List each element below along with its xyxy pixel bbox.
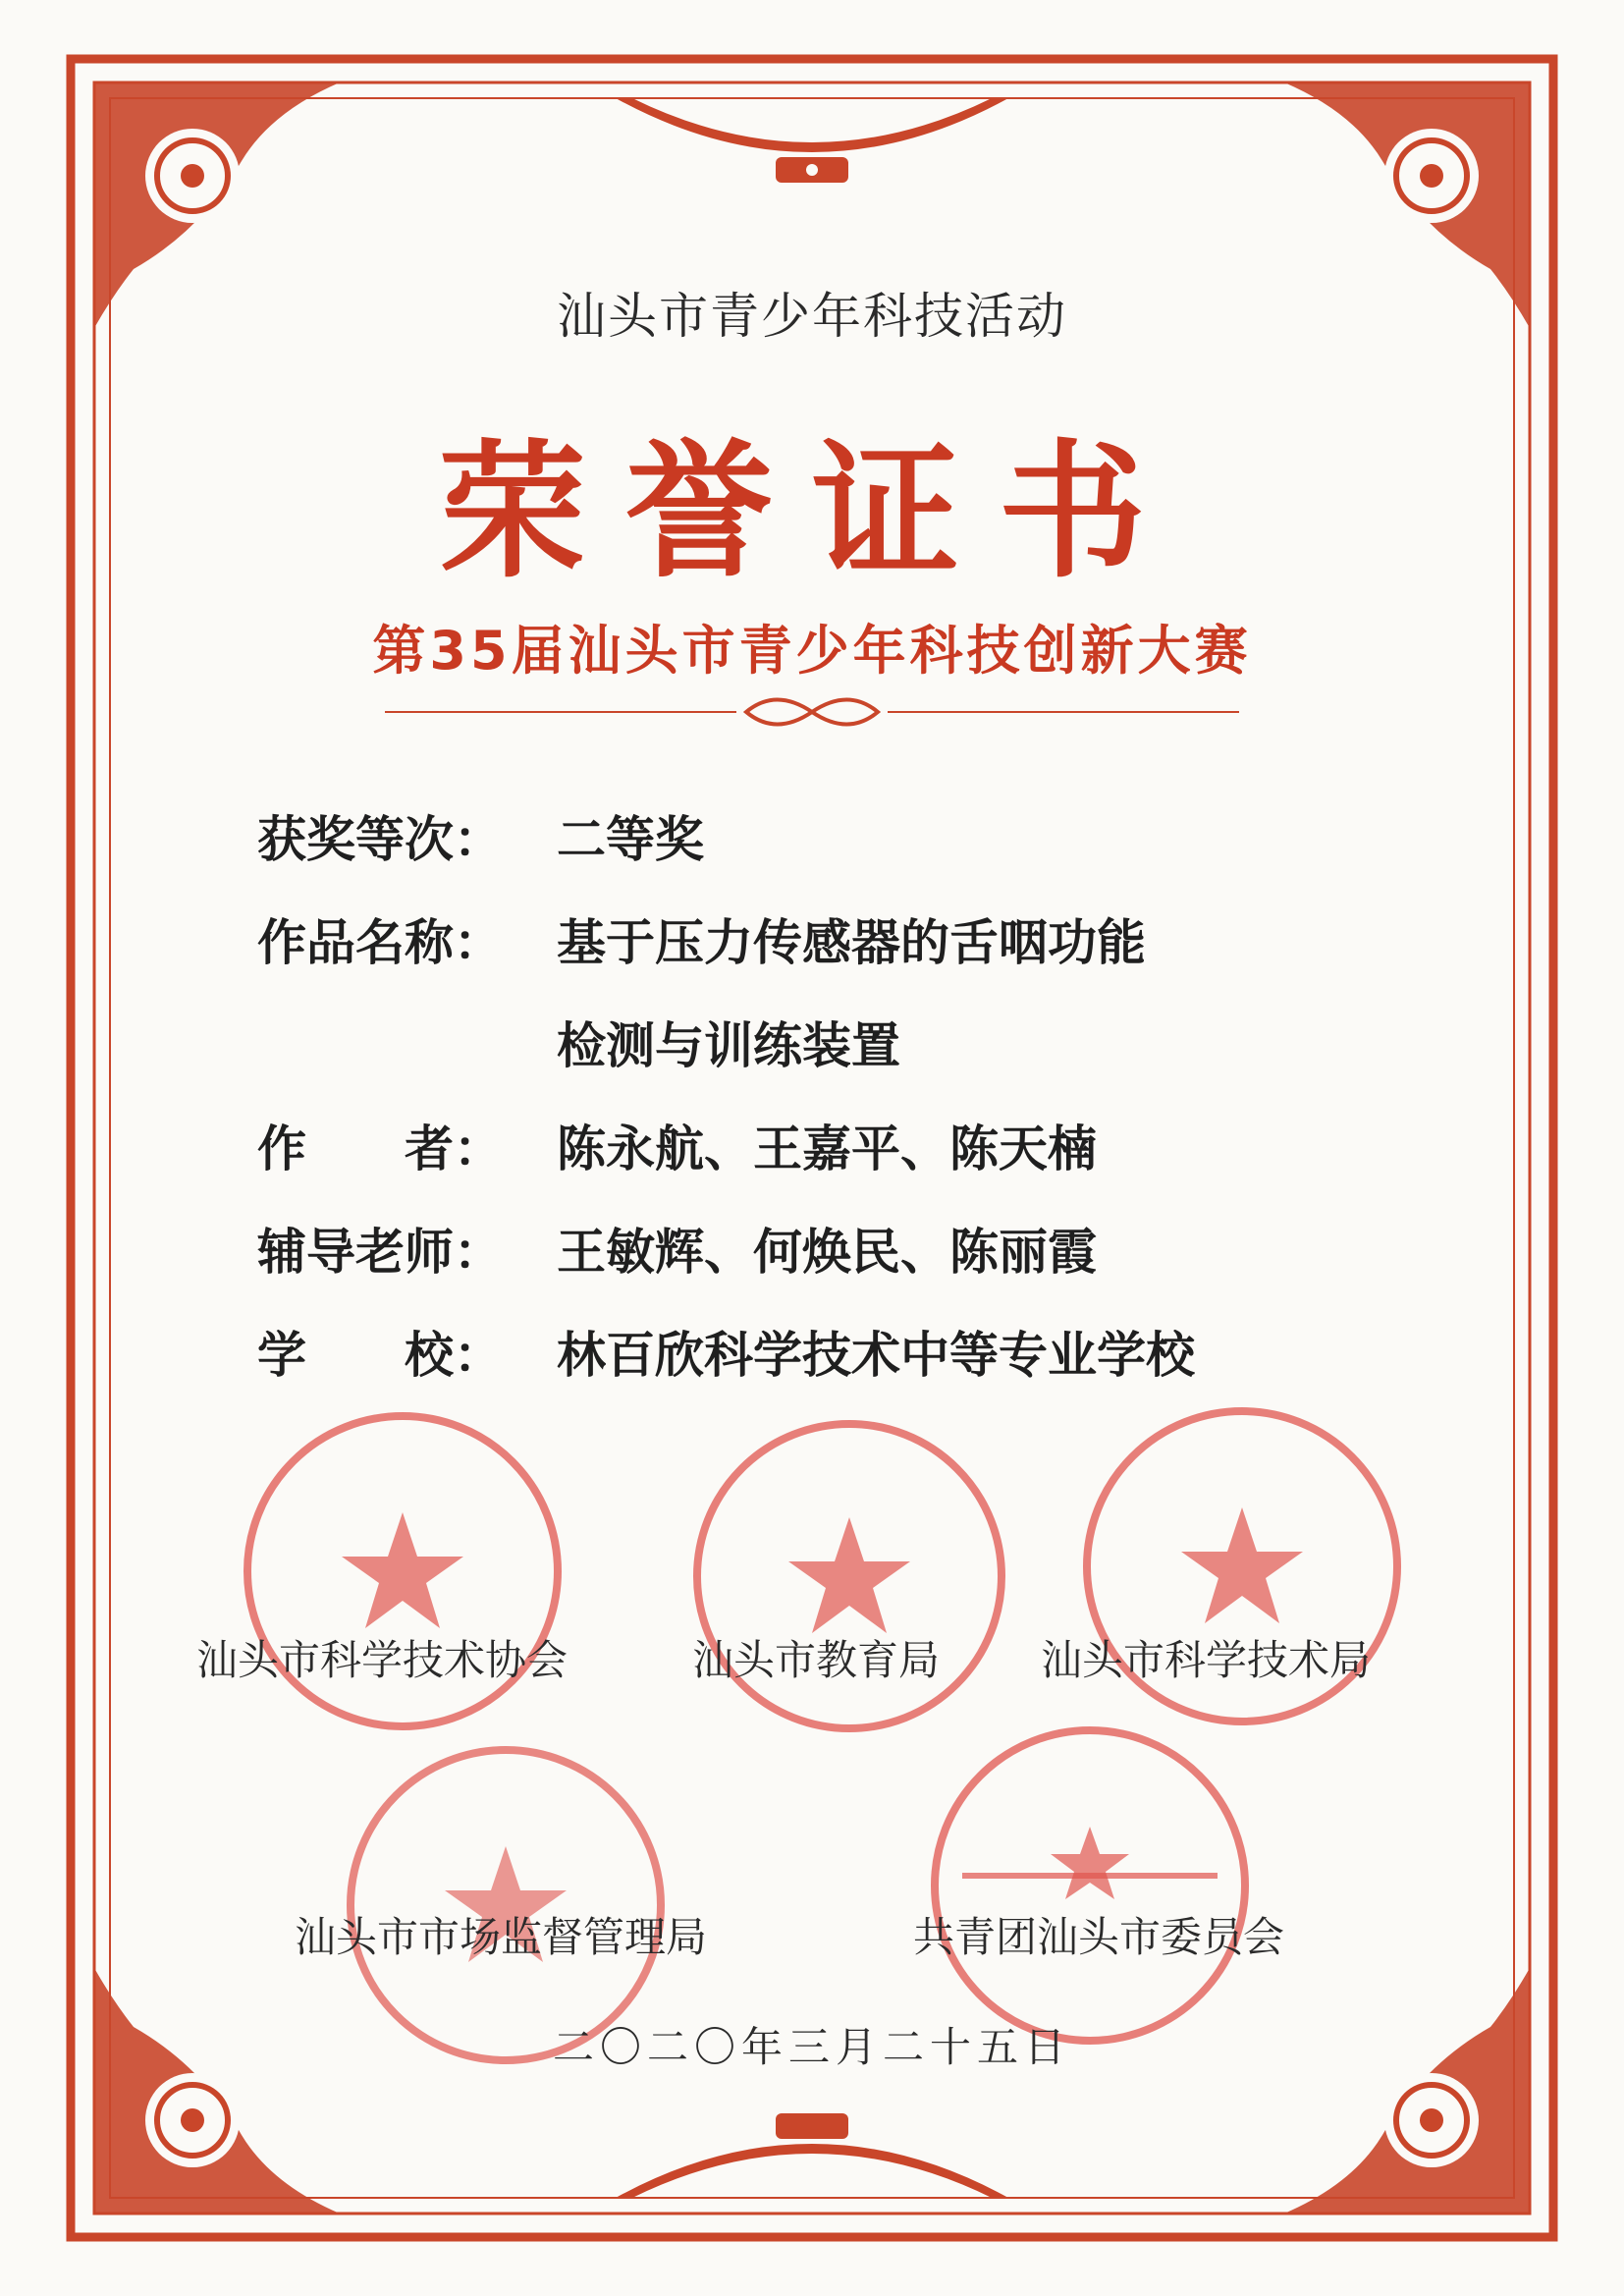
divider-ornament-icon (385, 700, 1239, 725)
issuer-market-supervision: 汕头市市场监督管理局 (295, 1913, 708, 1961)
work-row-continued (257, 1011, 1386, 1080)
school-label: 学 校： (257, 1327, 503, 1384)
teacher-row (257, 1218, 1386, 1286)
certificate-title: 荣誉证书 (438, 425, 1185, 598)
issuer-science-bureau: 汕头市科学技术局 (1041, 1636, 1372, 1684)
teacher-value: 王敏辉、何焕民、陈丽霞 (557, 1224, 1097, 1281)
author-label: 作 者： (257, 1121, 503, 1177)
issue-date: 二〇二〇年三月二十五日 (552, 2023, 1071, 2071)
organizer-title: 汕头市青少年科技活动 (557, 288, 1067, 345)
issuer-science-association: 汕头市科学技术协会 (196, 1636, 568, 1684)
work-value-line1: 基于压力传感器的舌咽功能 (557, 914, 1146, 971)
author-row (257, 1115, 1386, 1183)
work-row (257, 908, 1386, 977)
bottom-ornament-icon (616, 2113, 1008, 2198)
school-value: 林百欣科学技术中等专业学校 (557, 1327, 1195, 1384)
stamp-science-association-icon (236, 1404, 569, 1738)
award-value: 二等奖 (557, 811, 704, 868)
school-row (257, 1321, 1386, 1390)
award-label: 获奖等次： (257, 811, 503, 868)
work-label: 作品名称： (257, 914, 503, 971)
work-value-line2: 检测与训练装置 (557, 1017, 900, 1074)
author-value: 陈永航、王嘉平、陈天楠 (557, 1121, 1097, 1177)
event-title: 第35届汕头市青少年科技创新大赛 (372, 620, 1252, 682)
issuer-youth-league: 共青团汕头市委员会 (913, 1913, 1285, 1961)
teacher-label: 辅导老师： (257, 1224, 503, 1281)
top-ornament-icon (616, 98, 1008, 183)
issuer-education-bureau: 汕头市教育局 (692, 1636, 941, 1684)
stamp-youth-league-icon (923, 1719, 1257, 2052)
stamp-education-bureau-icon (687, 1414, 1011, 1738)
award-row (257, 805, 1386, 874)
